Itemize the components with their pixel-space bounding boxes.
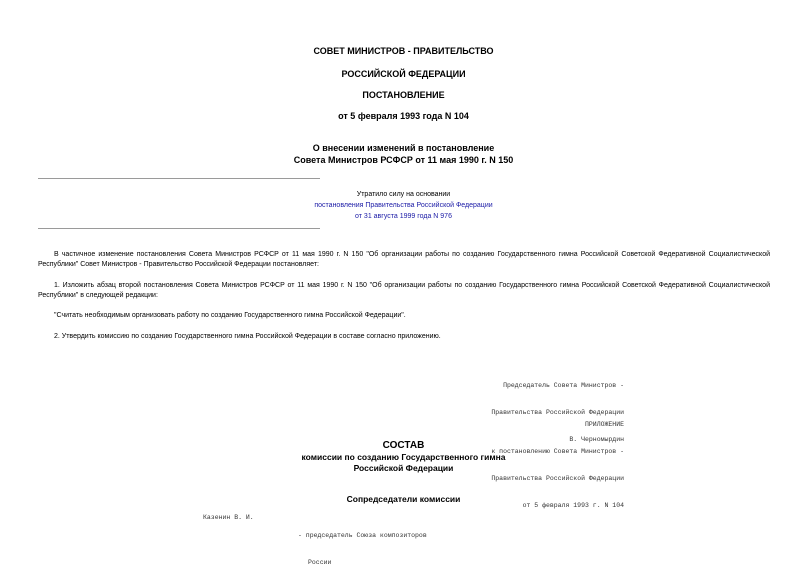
document-title-line-1: О внесении изменений в постановление <box>312 143 495 153</box>
paragraph-quote: "Считать необходимым организовать работу по созданию Государственного гимна Российской Федерации". <box>54 312 406 319</box>
section-heading-cochairs: Сопредседатели комиссии <box>346 494 461 504</box>
document-date-number: от 5 февраля 1993 года N 104 <box>338 111 469 121</box>
document-type: ПОСТАНОВЛЕНИЕ <box>362 90 445 100</box>
divider-bottom <box>38 228 320 229</box>
status-note-label: Утратило силу на основании <box>356 191 451 198</box>
repeal-link-line-2[interactable]: от 31 августа 1999 года N 976 <box>355 213 452 220</box>
document-title <box>0 142 807 166</box>
member-role-line-1: - председатель Союза композиторов <box>298 532 427 539</box>
member-name: Казенин В. И. <box>203 514 254 521</box>
appendix-label: ПРИЛОЖЕНИЕ <box>584 421 624 428</box>
signature-name: В. Черномырдин <box>569 436 624 443</box>
composition-subtitle-line-1: комиссии по созданию Государственного гимна <box>301 452 506 462</box>
signature-line-2: Правительства Российской Федерации <box>491 409 624 416</box>
composition-title: СОСТАВ <box>382 440 425 451</box>
status-note <box>0 189 807 222</box>
appendix-date: от 5 февраля 1993 г. N 104 <box>522 502 624 509</box>
signature-line-1: Председатель Совета Министров - <box>503 382 624 389</box>
member-role <box>298 513 427 576</box>
issuer-line-2: РОССИЙСКОЙ ФЕДЕРАЦИИ <box>341 69 466 79</box>
composition-subtitle <box>0 452 807 474</box>
paragraph-preamble: В частичное изменение постановления Совета Министров РСФСР от 11 мая 1990 г. N 150 "Об организации работы по созданию Государственного гимна Российской Советской Федеративной Социалистической Республики" Совет Министров - Правительство Российской Федерации постановляет: <box>38 251 770 268</box>
composition-subtitle-line-2: Российской Федерации <box>353 463 454 473</box>
appendix-line-3: Правительства Российской Федерации <box>491 475 624 482</box>
document-title-line-2: Совета Министров РСФСР от 11 мая 1990 г. N 150 <box>293 155 514 165</box>
paragraph-item-1: 1. Изложить абзац второй постановления Совета Министров РСФСР от 11 мая 1990 г. N 150 "Об организации работы по созданию Государственного гимна Российской Советской Федеративной Социалистической Республики" в следующей редакции: <box>38 282 770 299</box>
repeal-link-line-1[interactable]: постановления Правительства Российской Федерации <box>314 202 493 209</box>
issuer-line-1: СОВЕТ МИНИСТРОВ - ПРАВИТЕЛЬСТВО <box>313 46 494 56</box>
member-role-line-2: России <box>308 559 332 566</box>
paragraph-item-2: 2. Утвердить комиссию по созданию Государственного гимна Российской Федерации в составе согласно приложению. <box>54 333 441 340</box>
divider-top <box>38 178 320 179</box>
appendix-line-2: к постановлению Совета Министров - <box>491 448 624 455</box>
